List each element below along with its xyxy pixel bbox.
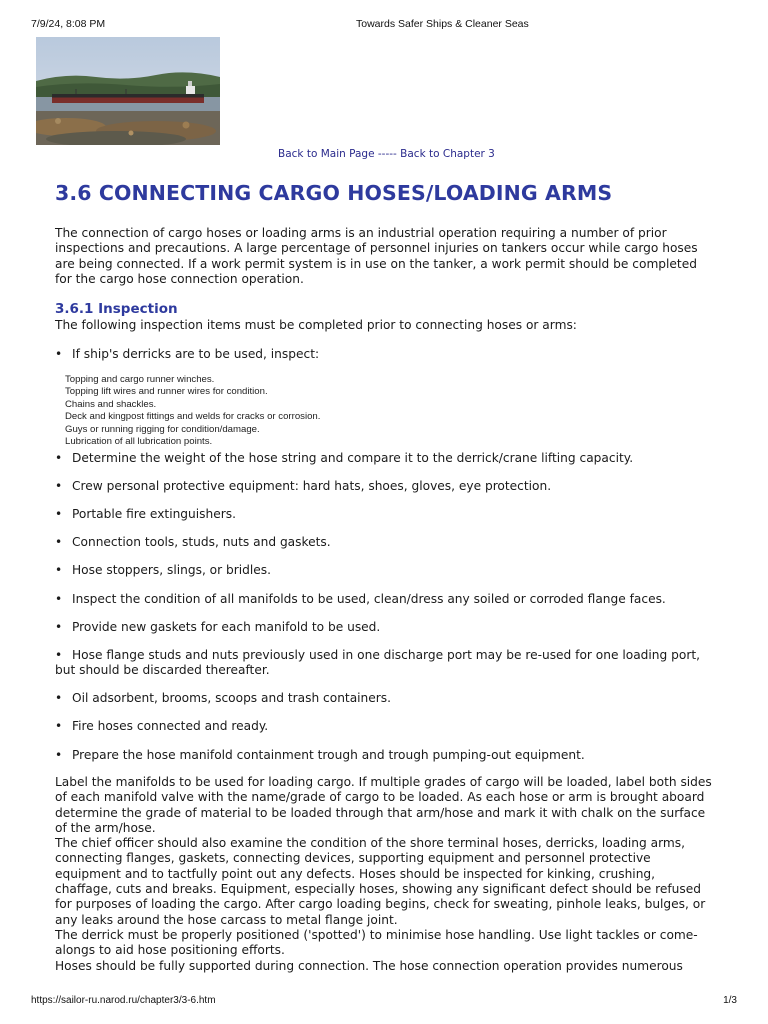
body-paragraph: The chief officer should also examine the condition of the shore terminal hoses, derricks, loading arms, connecting flanges, gaskets, connecting devices, supporting equipment and personnel protective equipment and to tactfully point out any defects. Hoses should be inspected for kinking, crushing, chaffage, cuts and breaks. Equipment, especially hoses, showing any significant defect should be refused for purposes of loading the cargo. After cargo loading begins, check for sweating, pinhole leaks, bulges, or any leaks around the hose carcass to metal flange joint. <box>55 836 706 927</box>
list-item-text: If ship's derricks are to be used, inspect: <box>72 347 320 361</box>
bullet-icon: • <box>55 748 63 762</box>
bullet-icon: • <box>55 592 63 606</box>
print-footer <box>31 995 737 1009</box>
bullet-icon: • <box>55 507 63 521</box>
derrick-check-item: Chains and shackles. <box>65 398 157 410</box>
list-item <box>55 347 715 362</box>
bullet-icon: • <box>55 535 63 549</box>
list-item <box>55 648 715 679</box>
chapter-navigation <box>278 148 495 160</box>
list-item-text: Portable fire extinguishers. <box>72 507 236 521</box>
list-item <box>55 563 715 578</box>
nav-separator: ----- <box>374 148 401 160</box>
bullet-icon: • <box>55 620 63 634</box>
list-item <box>55 620 715 635</box>
bullet-icon: • <box>55 479 63 493</box>
list-item-text: Prepare the hose manifold containment trough and trough pumping-out equipment. <box>72 748 585 762</box>
body-paragraph: Hoses should be fully supported during connection. The hose connection operation provides numerous <box>55 958 683 973</box>
body-paragraph: Label the manifolds to be used for loading cargo. If multiple grades of cargo will be loaded, label both sides of each manifold valve with the name/grade of cargo to be loaded. As each hose or arm is brought aboard determine the grade of material to be loaded through that arm/hose and mark it with chalk on the surface of the arm/hose. <box>55 775 712 835</box>
list-item-text: Inspect the condition of all manifolds to be used, clean/dress any soiled or corroded flange faces. <box>72 592 666 606</box>
bullet-icon: • <box>55 347 63 361</box>
print-header <box>31 18 737 32</box>
bullet-icon: • <box>55 719 63 733</box>
bullet-icon: • <box>55 648 63 662</box>
derrick-check-item: Guys or running rigging for condition/damage. <box>65 423 260 435</box>
list-item-text: Fire hoses connected and ready. <box>72 719 269 733</box>
section-title: 3.6 CONNECTING CARGO HOSES/LOADING ARMS <box>55 181 613 205</box>
closing-text <box>55 775 715 974</box>
inspection-heading: 3.6.1 Inspection <box>55 301 178 317</box>
body-paragraph: The derrick must be properly positioned ('spotted') to minimise hose handling. Use light tackles or come-alongs to aid hose positioning efforts. <box>55 927 698 958</box>
list-item-text: Oil adsorbent, brooms, scoops and trash containers. <box>72 691 392 705</box>
derrick-check-item: Topping lift wires and runner wires for condition. <box>65 386 268 398</box>
print-url: https://sailor-ru.narod.ru/chapter3/3-6.htm <box>31 995 216 1006</box>
list-item <box>55 719 715 734</box>
list-item-text: Determine the weight of the hose string and compare it to the derrick/crane lifting capacity. <box>72 451 634 465</box>
back-to-main-page-link[interactable]: Back to Main Page <box>278 148 375 160</box>
print-page-title: Towards Safer Ships & Cleaner Seas <box>356 18 529 30</box>
derrick-check-item: Deck and kingpost fittings and welds for cracks or corrosion. <box>65 411 321 423</box>
bullet-icon: • <box>55 451 63 465</box>
tanker-ship-photo <box>36 37 220 145</box>
list-item <box>55 535 715 550</box>
intro-paragraph: The connection of cargo hoses or loading arms is an industrial operation requiring a number of prior inspections and precautions. A large percentage of personnel injuries on tankers occur while cargo hoses are being connected. If a work permit system is in use on the tanker, a work permit should be completed for the cargo hose connection operation. <box>55 226 698 286</box>
list-item-text: Connection tools, studs, nuts and gaskets. <box>72 535 331 549</box>
list-item-text: Crew personal protective equipment: hard hats, shoes, gloves, eye protection. <box>72 479 552 493</box>
list-item <box>55 451 715 466</box>
list-item <box>55 592 715 607</box>
list-item <box>55 507 715 522</box>
list-item <box>55 479 715 494</box>
list-item-text: Hose stoppers, slings, or bridles. <box>72 563 272 577</box>
derrick-checks-list <box>65 374 320 448</box>
inspection-intro: The following inspection items must be completed prior to connecting hoses or arms: <box>55 318 577 332</box>
list-item <box>55 748 715 763</box>
derrick-check-item: Topping and cargo runner winches. <box>65 374 215 385</box>
list-item-text: Hose flange studs and nuts previously used in one discharge port may be re-used for one loading port, but should be discarded thereafter. <box>55 648 700 678</box>
print-page-number: 1/3 <box>723 995 737 1006</box>
print-datetime: 7/9/24, 8:08 PM <box>31 18 106 30</box>
list-item-text: Provide new gaskets for each manifold to be used. <box>72 620 381 634</box>
back-to-chapter-link[interactable]: Back to Chapter 3 <box>400 148 495 160</box>
bullet-icon: • <box>55 563 63 577</box>
list-item <box>55 691 715 706</box>
derrick-check-item: Lubrication of all lubrication points. <box>65 436 213 448</box>
bullet-icon: • <box>55 691 63 705</box>
